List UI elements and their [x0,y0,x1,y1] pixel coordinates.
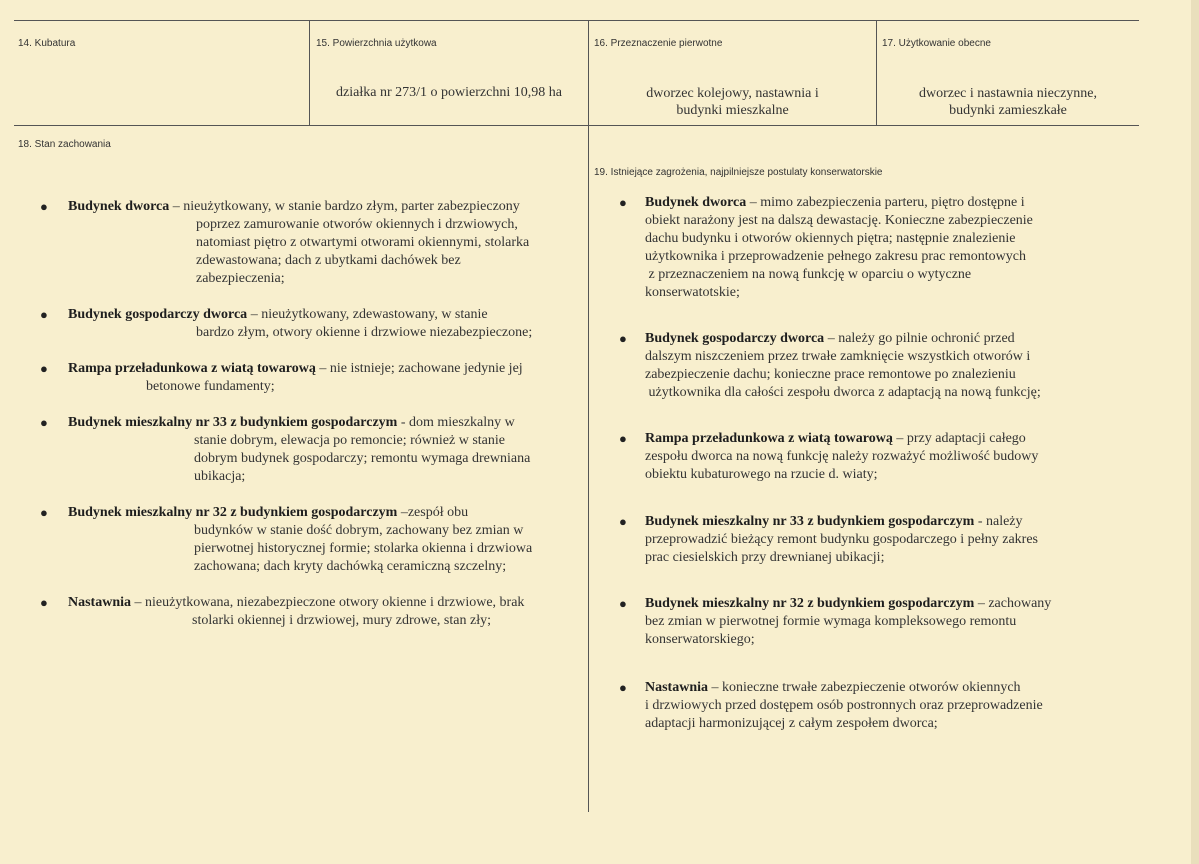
field17-value-line1: dworzec i nastawnia nieczynne, [918,86,1098,101]
zagrozenia-line: adaptacji harmonizującej z całym zespołem dworca; [645,716,938,731]
zagrozenia-line: użytkownika dla całości zespołu dworca z adaptacją na nową funkcję; [645,385,1041,400]
bullet-icon: ● [40,415,48,430]
field16-value-line2: budynki mieszkalne [676,103,789,118]
zagrozenia-item-title: Budynek gospodarczy dworca [645,331,825,346]
stan-line: poprzez zamurowanie otworów okiennych i drzwiowych, [196,217,518,232]
field17-value-line2: budynki zamieszkałe [949,103,1067,118]
stan-item-title: Nastawnia [68,595,132,610]
stan-item-text: – nieużytkowany, w stanie bardzo złym, parter zabezpieczony [169,199,520,214]
stan-item-title: Budynek dworca [68,199,170,214]
field15-value: działka nr 273/1 o powierzchni 10,98 ha [336,85,562,100]
stan-line: betonowe fundamenty; [146,379,275,394]
scan-edge [1191,0,1199,864]
zagrozenia-line: konserwatorskiego; [645,632,755,647]
stan-item-title: Budynek gospodarczy dworca [68,307,248,322]
zagrozenia-item [0,430,1150,484]
stan-line: budynków w stanie dość dobrym, zachowany bez zmian w [194,523,524,538]
bullet-icon: ● [40,199,48,214]
zagrozenia-line: konserwatotskie; [645,285,740,300]
table-top-border [14,20,1139,21]
zagrozenia-item-title: Nastawnia [645,680,709,695]
stan-line: bardzo złym, otwory okienne i drzwiowe niezabezpieczone; [196,325,533,340]
zagrozenia-line: zabezpieczenie dachu; konieczne prace remontowe po znalezieniu [645,367,1016,382]
field14-label: 14. Kubatura [18,38,76,49]
bullet-icon: ● [619,680,627,695]
zagrozenia-item-title: Budynek mieszkalny nr 32 z budynkiem gospodarczym [645,596,975,611]
zagrozenia-item-title: Rampa przeładunkowa z wiatą towarową [645,431,893,446]
zagrozenia-line: bez zmian w pierwotnej formie wymaga kompleksowego remontu [645,614,1017,629]
field17-value [877,85,1139,119]
zagrozenia-line: obiekt narażony jest na dalszą dewastację. Konieczne zabezpieczenie [645,213,1033,228]
zagrozenia-item-text: – konieczne trwałe zabezpieczenie otworów okiennych [708,680,1021,695]
stan-item-title: Budynek mieszkalny nr 33 z budynkiem gospodarczym [68,415,398,430]
zagrozenia-item-text: – należy go pilnie ochronić przed [824,331,1015,346]
zagrozenia-item-text: – przy adaptacji całego [892,431,1026,446]
zagrozenia-line: dachu budynku i otworów okiennych piętra; następnie znalezienie [645,231,1016,246]
zagrozenia-line: z przeznaczeniem na nową funkcję w oparciu o wytyczne [645,267,972,282]
zagrozenia-list [0,194,1150,733]
stan-line: ubikacja; [194,469,246,484]
zagrozenia-item-text: – zachowany [974,596,1052,611]
bullet-icon: ● [619,195,627,210]
bullet-icon: ● [40,595,48,610]
stan-item-text: –zespół obu [397,505,469,520]
bullet-icon: ● [40,307,48,322]
zagrozenia-item-title: Budynek mieszkalny nr 33 z budynkiem gospodarczym [645,514,975,529]
zagrozenia-item [0,679,1150,733]
stan-line: zdewastowana; dach z ubytkami dachówek bez [196,253,461,268]
bullet-icon: ● [619,596,627,611]
zagrozenia-line: dalszym niszczeniem przez trwałe zamknięcie wszystkich otworów i [645,349,1031,364]
zagrozenia-item [0,330,1150,402]
bullet-icon: ● [40,505,48,520]
stan-line: zachowana; dach kryty dachówką ceramiczną szczelny; [194,559,507,574]
col-divider-1 [309,20,310,125]
stan-item-title: Budynek mieszkalny nr 32 z budynkiem gospodarczym [68,505,398,520]
field17-label: 17. Użytkowanie obecne [882,38,991,49]
zagrozenia-line: i drzwiowych przed dostępem osób postronnych oraz przeprowadzenie [645,698,1043,713]
stan-item-text: - dom mieszkalny w [397,415,515,430]
zagrozenia-line: prac ciesielskich przy drewnianej ubikacji; [645,550,885,565]
bullet-icon: ● [619,431,627,446]
zagrozenia-item-title: Budynek dworca [645,195,747,210]
zagrozenia-line: obiektu kubaturowego na rzucie d. wiaty; [645,467,878,482]
zagrozenia-line: zespołu dworca na nową funkcję należy rozważyć możliwość budowy [645,449,1039,464]
zagrozenia-item-text: - należy [974,514,1023,529]
field16-value [589,85,876,119]
zagrozenia-line: przeprowadzić bieżący remont budynku gospodarczego i pełny zakres [645,532,1039,547]
stan-line: natomiast piętro z otwartymi otworami okiennymi, stolarka [196,235,530,250]
stan-line: dobrym budynek gospodarczy; remontu wymaga drewniana [194,451,531,466]
zagrozenia-item-text: – mimo zabezpieczenia parteru, piętro dostępne i [746,195,1025,210]
stan-line: pierwotnej historycznej formie; stolarka okienna i drzwiowa [194,541,533,556]
header-bottom-border [14,125,1139,126]
bullet-icon: ● [40,361,48,376]
field16-value-line1: dworzec kolejowy, nastawnia i [646,86,819,101]
stan-line: stanie dobrym, elewacja po remoncie; również w stanie [194,433,505,448]
stan-line: stolarki okiennej i drzwiowej, mury zdrowe, stan zły; [192,613,491,628]
field16-label: 16. Przeznaczenie pierwotne [594,38,723,49]
zagrozenia-label: 19. Istniejące zagrożenia, najpilniejsze postulaty konserwatorskie [594,167,883,178]
stan-label: 18. Stan zachowania [18,139,111,150]
stan-line: zabezpieczenia; [196,271,285,286]
field15-label: 15. Powierzchnia użytkowa [316,38,437,49]
stan-item-title: Rampa przeładunkowa z wiatą towarową [68,361,316,376]
zagrozenia-item [0,513,1150,567]
stan-item-text: – nieużytkowana, niezabezpieczone otwory okienne i drzwiowe, brak [131,595,525,610]
zagrozenia-item [0,194,1150,302]
bullet-icon: ● [619,514,627,529]
stan-item-text: – nie istnieje; zachowane jedynie jej [315,361,523,376]
bullet-icon: ● [619,331,627,346]
zagrozenia-line: użytkownika i przeprowadzenie pełnego zakresu prac remontowych [645,249,1026,264]
zagrozenia-item [0,595,1150,649]
stan-item-text: – nieużytkowany, zdewastowany, w stanie [247,307,488,322]
